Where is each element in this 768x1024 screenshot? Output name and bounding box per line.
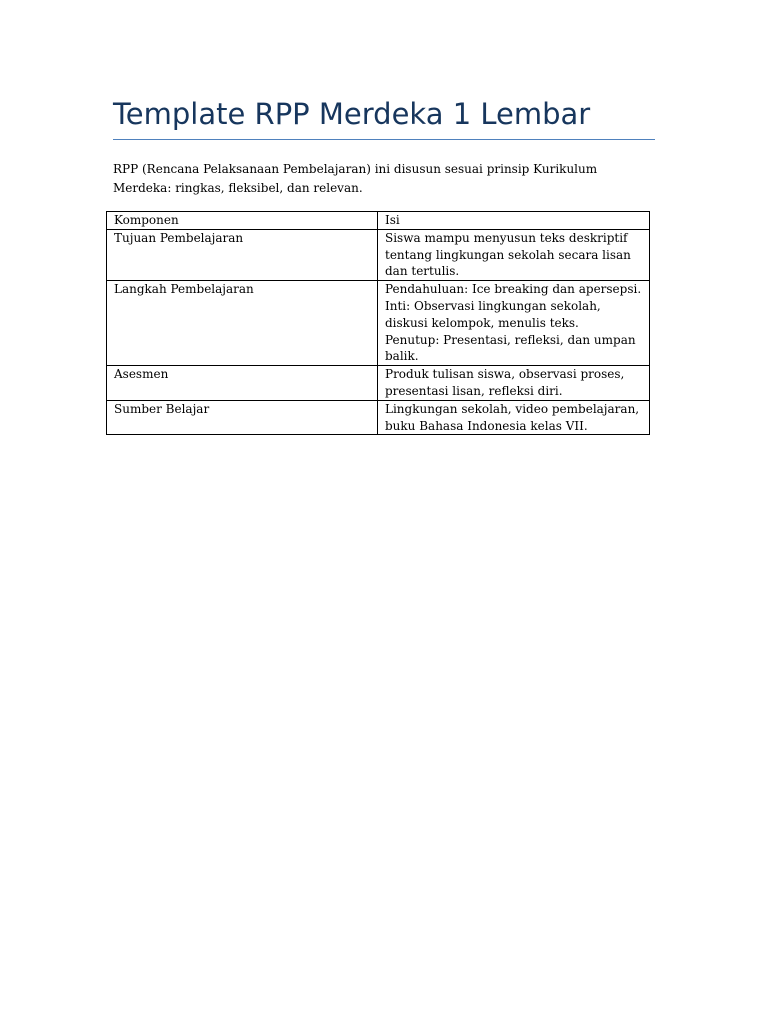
- isi-line: Siswa mampu menyusun teks deskriptif tentang lingkungan sekolah secara lisan dan tertulis.: [385, 230, 631, 279]
- document-title: Template RPP Merdeka 1 Lembar: [113, 97, 591, 131]
- isi-cell: [378, 400, 650, 435]
- table-row: [107, 281, 650, 366]
- komponen-cell: Asesmen: [107, 366, 378, 401]
- isi-line: Inti: Observasi lingkungan sekolah, diskusi kelompok, menulis teks.: [385, 298, 601, 330]
- isi-cell: [378, 366, 650, 401]
- isi-line: Penutup: Presentasi, refleksi, dan umpan balik.: [385, 332, 636, 364]
- table-row: [107, 400, 650, 435]
- komponen-cell: Sumber Belajar: [107, 400, 378, 435]
- isi-line: Pendahuluan: Ice breaking dan apersepsi.: [385, 282, 642, 297]
- komponen-cell: Langkah Pembelajaran: [107, 281, 378, 366]
- header-cell-komponen: Komponen: [107, 212, 378, 230]
- header-cell-isi: Isi: [378, 212, 650, 230]
- title-underline: [113, 139, 655, 140]
- table-header-row: [107, 212, 650, 230]
- isi-line: Produk tulisan siswa, observasi proses, presentasi lisan, refleksi diri.: [385, 367, 625, 398]
- isi-cell: [378, 229, 650, 280]
- rpp-table: [106, 211, 650, 435]
- isi-cell: [378, 281, 650, 366]
- table-row: [107, 366, 650, 401]
- table-row: [107, 229, 650, 280]
- intro-paragraph: RPP (Rencana Pelaksanaan Pembelajaran) ini disusun sesuai prinsip Kurikulum Merdeka: ringkas, fleksibel, dan relevan.: [113, 162, 598, 195]
- isi-line: Lingkungan sekolah, video pembelajaran, buku Bahasa Indonesia kelas VII.: [385, 401, 640, 433]
- komponen-cell: Tujuan Pembelajaran: [107, 229, 378, 280]
